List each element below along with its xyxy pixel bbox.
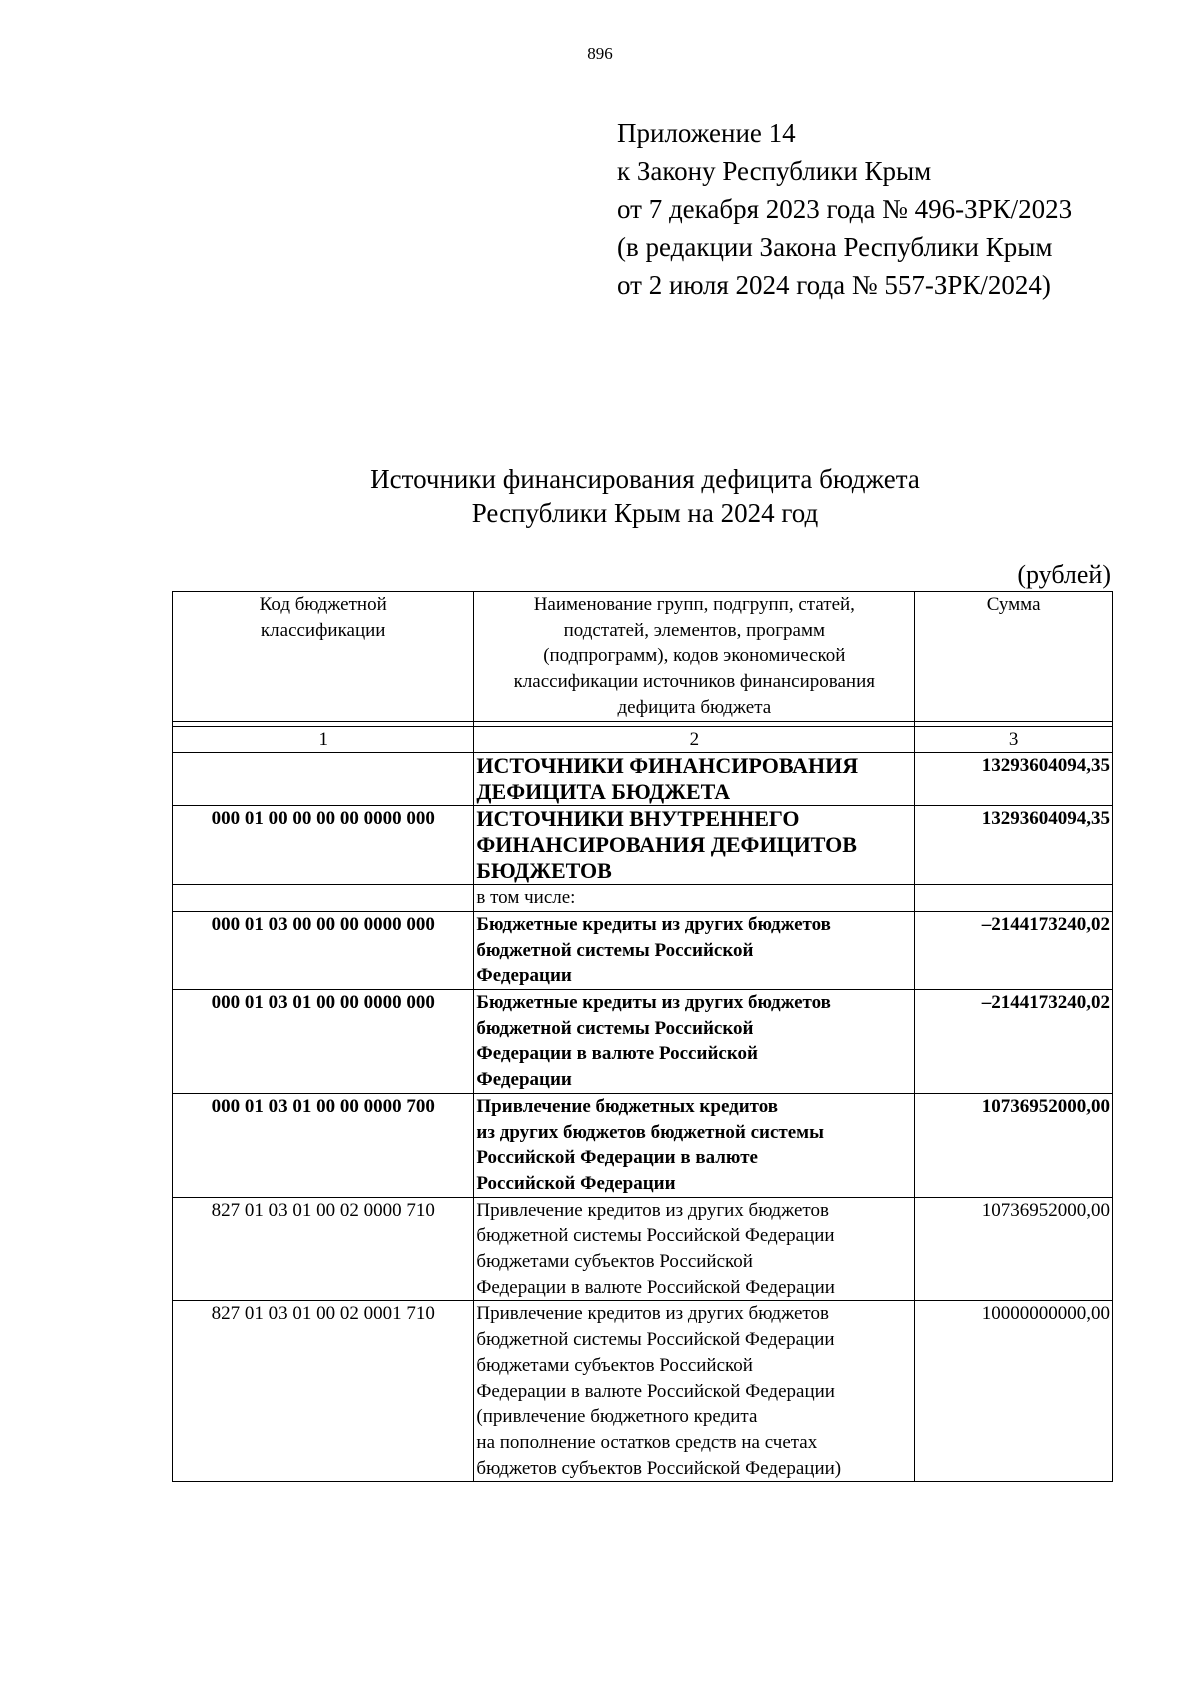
- page-number: 896: [587, 44, 613, 63]
- appendix-line: (в редакции Закона Республики Крым: [617, 232, 1053, 262]
- row-amount: 10736952000,00: [915, 1197, 1113, 1301]
- row-name-line: бюджетной системы Российской: [476, 939, 754, 961]
- row-amount: [915, 885, 1113, 912]
- row-name-line: Бюджетные кредиты из других бюджетов: [476, 913, 831, 935]
- row-name-line: Федерации: [476, 1069, 572, 1091]
- header-name-line: подстатей, элементов, программ: [563, 619, 826, 641]
- row-name-line: Федерации в валюте Российской: [476, 1043, 758, 1065]
- row-name: [474, 1301, 915, 1482]
- row-name-line: Привлечение бюджетных кредитов: [476, 1095, 779, 1117]
- row-amount: 13293604094,35: [915, 753, 1113, 806]
- row-code: [173, 885, 474, 912]
- row-amount: –2144173240,02: [915, 911, 1113, 989]
- row-name-line: Российской Федерации: [476, 1172, 676, 1194]
- row-code: 000 01 00 00 00 00 0000 000: [173, 806, 474, 885]
- column-number-row: [173, 726, 1113, 753]
- table-row: [173, 990, 1113, 1094]
- row-name: [474, 753, 915, 806]
- table-row: [173, 1197, 1113, 1301]
- row-name-line: Федерации в валюте Российской Федерации: [476, 1380, 835, 1402]
- header-name: [474, 592, 915, 722]
- table-row: [173, 1301, 1113, 1482]
- table-row: [173, 806, 1113, 885]
- row-name-line: ИСТОЧНИКИ ФИНАНСИРОВАНИЯ: [476, 753, 859, 779]
- row-code: 000 01 03 01 00 00 0000 700: [173, 1093, 474, 1197]
- row-name-line: ФИНАНСИРОВАНИЯ ДЕФИЦИТОВ: [476, 832, 857, 858]
- row-name-line: Привлечение кредитов из других бюджетов: [476, 1303, 829, 1325]
- appendix-block: [617, 114, 1072, 304]
- row-name-line: бюджетной системы Российской: [476, 1017, 754, 1039]
- row-amount: 13293604094,35: [915, 806, 1113, 885]
- table-row: [173, 1093, 1113, 1197]
- header-name-line: дефицита бюджета: [617, 696, 772, 718]
- row-name-line: Бюджетные кредиты из других бюджетов: [476, 992, 831, 1014]
- row-name: [474, 911, 915, 989]
- unit-label: (рублей): [1017, 560, 1111, 589]
- appendix-line: от 7 декабря 2023 года № 496-ЗРК/2023: [617, 194, 1073, 224]
- column-number: 1: [173, 726, 474, 753]
- row-name-line: в том числе:: [476, 887, 576, 909]
- row-name-line: Федерации: [476, 965, 572, 987]
- row-amount: –2144173240,02: [915, 990, 1113, 1094]
- row-name-line: БЮДЖЕТОВ: [476, 858, 612, 884]
- header-amount-line: Сумма: [986, 594, 1041, 615]
- header-name-line: классификации источников финансирования: [513, 671, 876, 693]
- column-number: 3: [915, 726, 1113, 753]
- row-name-line: ИСТОЧНИКИ ВНУТРЕННЕГО: [476, 806, 800, 832]
- header-amount: [915, 592, 1113, 722]
- header-name-line: Наименование групп, подгрупп, статей,: [533, 594, 855, 615]
- row-code: 000 01 03 01 00 00 0000 000: [173, 990, 474, 1094]
- row-name: [474, 990, 915, 1094]
- row-code: 000 01 03 00 00 00 0000 000: [173, 911, 474, 989]
- row-name: [474, 806, 915, 885]
- row-name-line: из других бюджетов бюджетной системы: [476, 1121, 824, 1143]
- row-name: [474, 1093, 915, 1197]
- table-row: [173, 885, 1113, 912]
- title-line: Источники финансирования дефицита бюджета: [370, 464, 920, 494]
- header-code-line: Код бюджетной: [259, 594, 387, 615]
- row-amount: 10736952000,00: [915, 1093, 1113, 1197]
- row-name-line: Российской Федерации в валюте: [476, 1147, 758, 1169]
- title-line: Республики Крым на 2024 год: [471, 498, 819, 528]
- row-code: 827 01 03 01 00 02 0000 710: [173, 1197, 474, 1301]
- row-name-line: бюджетов субъектов Российской Федерации): [476, 1457, 842, 1479]
- appendix-line: Приложение 14: [617, 118, 796, 148]
- row-name: [474, 885, 915, 912]
- appendix-line: к Закону Республики Крым: [617, 156, 932, 186]
- row-code: 827 01 03 01 00 02 0001 710: [173, 1301, 474, 1482]
- row-name-line: бюджетной системы Российской Федерации: [476, 1329, 835, 1351]
- row-amount: 10000000000,00: [915, 1301, 1113, 1482]
- document-title: [0, 462, 1200, 530]
- row-name-line: ДЕФИЦИТА БЮДЖЕТА: [476, 779, 731, 805]
- column-number: 2: [474, 726, 915, 753]
- row-name-line: бюджетами субъектов Российской: [476, 1251, 753, 1273]
- row-name-line: (привлечение бюджетного кредита: [476, 1406, 758, 1428]
- appendix-line: от 2 июля 2024 года № 557-ЗРК/2024): [617, 270, 1051, 300]
- header-name-line: (подпрограмм), кодов экономической: [543, 645, 846, 667]
- table-header-row: [173, 592, 1113, 722]
- row-name-line: бюджетами субъектов Российской: [476, 1354, 753, 1376]
- row-name: [474, 1197, 915, 1301]
- row-code: [173, 753, 474, 806]
- table-row: [173, 911, 1113, 989]
- row-name-line: на пополнение остатков средств на счетах: [476, 1431, 818, 1453]
- header-code-line: классификации: [260, 619, 386, 641]
- row-name-line: бюджетной системы Российской Федерации: [476, 1225, 835, 1247]
- row-name-line: Федерации в валюте Российской Федерации: [476, 1276, 835, 1298]
- table-row: [173, 753, 1113, 806]
- header-code: [173, 592, 474, 722]
- row-name-line: Привлечение кредитов из других бюджетов: [476, 1199, 829, 1221]
- budget-table: [172, 591, 1113, 1482]
